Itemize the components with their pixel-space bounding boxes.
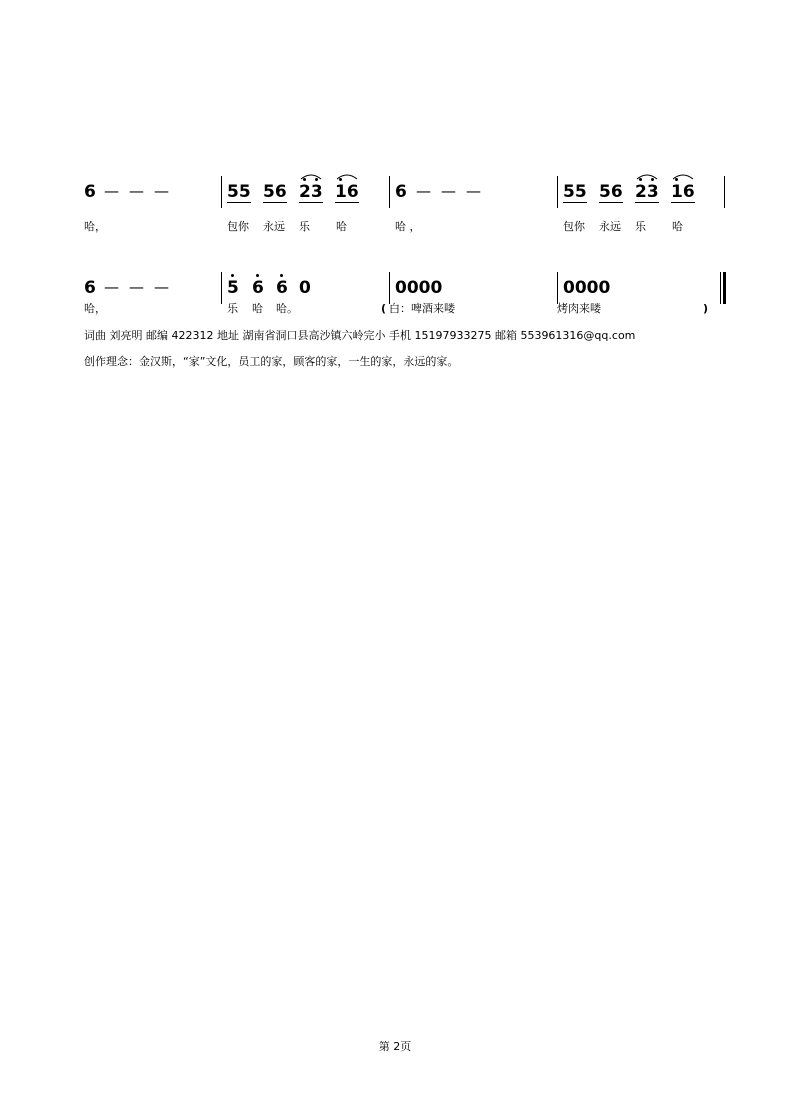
note: 6 (276, 278, 288, 298)
high-octave-dot (231, 274, 234, 277)
open-paren: ( (381, 302, 387, 315)
credits-line: 词曲 刘亮明 邮编 422312 地址 湖南省洞口县高沙镇六岭完小 手机 15197933275 邮箱 553961316@qq.com (84, 329, 636, 342)
barline (557, 272, 558, 304)
note-group: 56 (599, 182, 623, 202)
eighth-underline (563, 202, 587, 203)
note: 6 (84, 182, 96, 202)
note-group: 16 (335, 182, 359, 202)
high-octave-dot (256, 274, 259, 277)
barline (389, 272, 390, 304)
final-barline-thin (720, 272, 721, 304)
slur (300, 172, 322, 180)
lyric: 包你 (227, 220, 249, 233)
final-barline-thick (723, 272, 726, 304)
dash: — (154, 278, 169, 296)
high-octave-dot (280, 274, 283, 277)
note-group: 23 (299, 182, 323, 202)
lyric: 哈， (84, 220, 106, 233)
eighth-underline (671, 202, 695, 203)
lyric: 乐 (299, 220, 310, 233)
note: 6 (84, 278, 96, 298)
eighth-underline (335, 202, 359, 203)
slur (672, 172, 694, 180)
lyric: 哈 ， (395, 220, 421, 233)
note-group: 56 (263, 182, 287, 202)
eighth-underline (227, 202, 251, 203)
page-number: 第 2页 (378, 1040, 412, 1053)
dash: — (416, 182, 431, 200)
note-group: 55 (563, 182, 587, 202)
lyric: 哈 (336, 220, 347, 233)
lyric: 永远 (263, 220, 285, 233)
rest: 0 (299, 278, 311, 298)
dash: — (154, 182, 169, 200)
concept-line: 创作理念：金汉斯，“家”文化，员工的家，顾客的家，一生的家，永远的家。 (84, 355, 459, 368)
slur (336, 172, 358, 180)
dash: — (129, 278, 144, 296)
barline (724, 176, 725, 208)
note-group: 16 (671, 182, 695, 202)
lyric: 哈。 (276, 302, 298, 315)
barline (221, 176, 222, 208)
lyric: 哈， (84, 302, 106, 315)
barline (557, 176, 558, 208)
dash: — (441, 182, 456, 200)
barline (389, 176, 390, 208)
lyric: 乐 (227, 302, 238, 315)
eighth-underline (599, 202, 623, 203)
rests: 0000 (563, 278, 611, 298)
close-paren: ) (703, 302, 709, 315)
spoken-line: 烤肉来喽 (557, 302, 601, 315)
note-group: 55 (227, 182, 251, 202)
rests: 0000 (395, 278, 443, 298)
lyric: 包你 (563, 220, 585, 233)
dash: — (104, 278, 119, 296)
dash: — (129, 182, 144, 200)
dash: — (466, 182, 481, 200)
eighth-underline (263, 202, 287, 203)
lyric: 乐 (635, 220, 646, 233)
lyric: 永远 (599, 220, 621, 233)
eighth-underline (299, 202, 323, 203)
slur (636, 172, 658, 180)
note: 6 (252, 278, 264, 298)
spoken-line: 白：啤酒来喽 (389, 302, 455, 315)
barline (221, 272, 222, 304)
dash: — (104, 182, 119, 200)
note: 5 (227, 278, 239, 298)
eighth-underline (635, 202, 659, 203)
lyric: 哈 (252, 302, 263, 315)
note: 6 (395, 182, 407, 202)
lyric: 哈 (672, 220, 683, 233)
note-group: 23 (635, 182, 659, 202)
